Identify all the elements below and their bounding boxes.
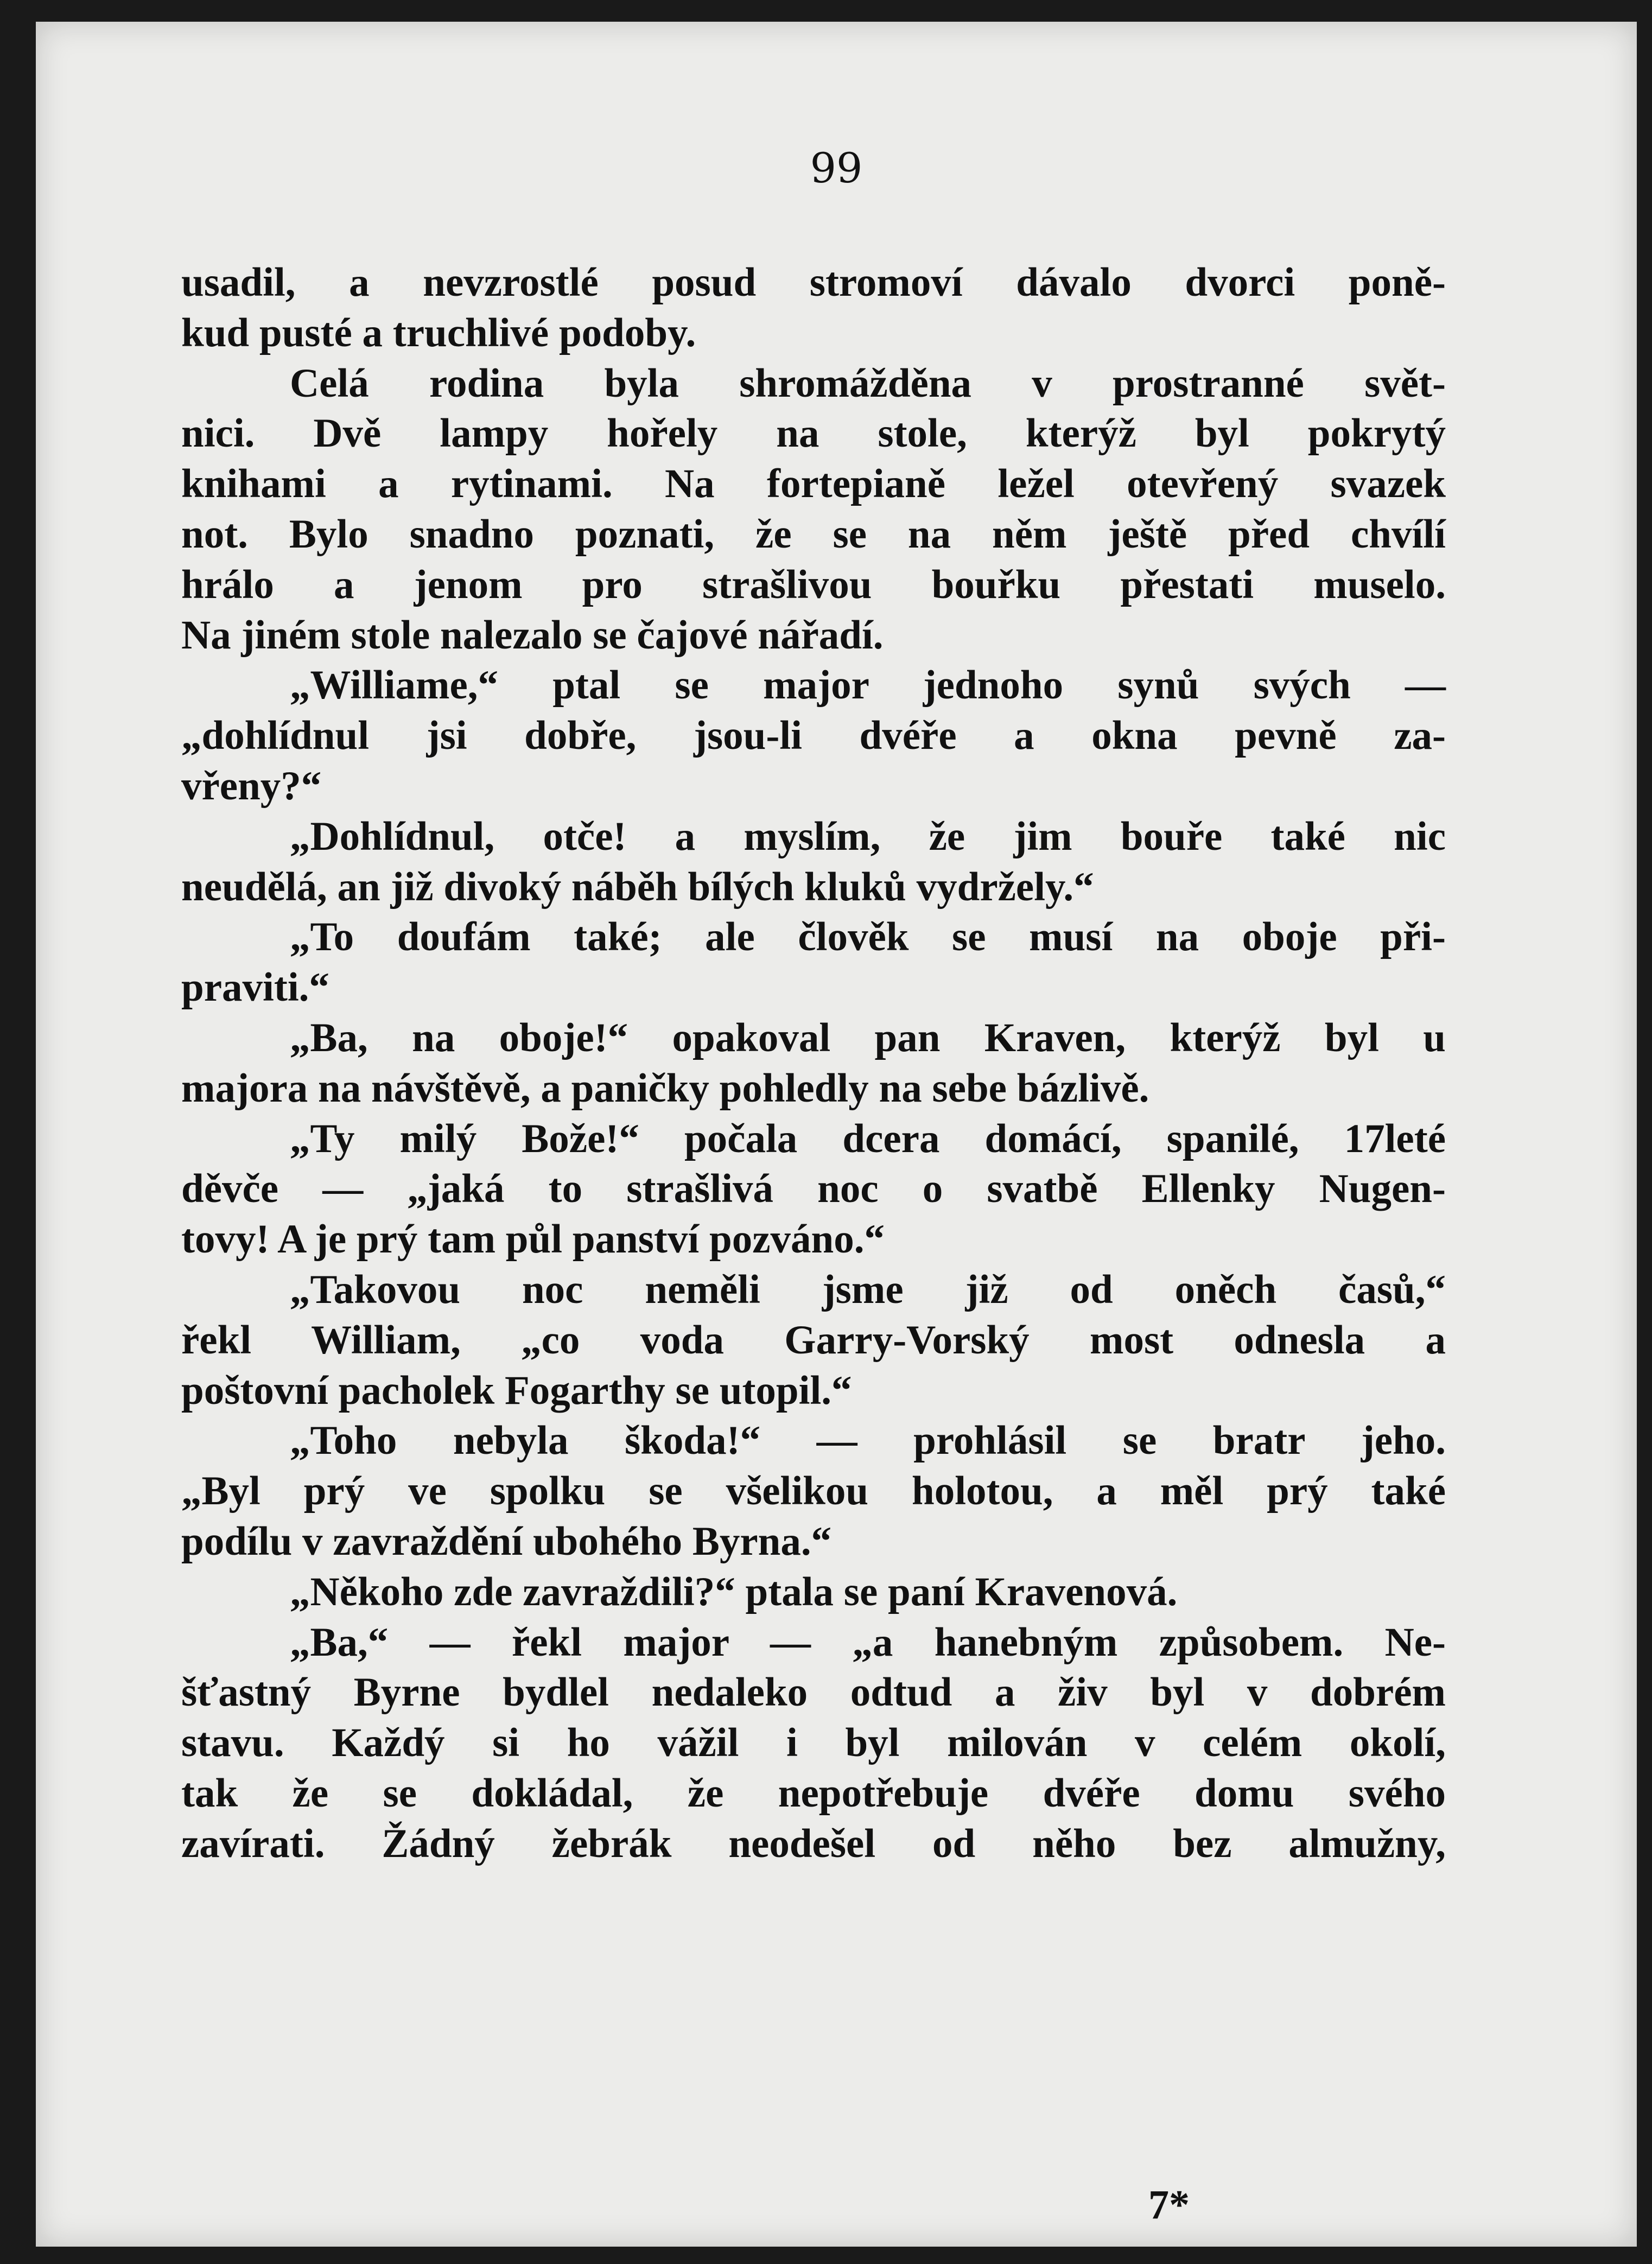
text-line: tak že se dokládal, že nepotřebuje dvéře domu svého xyxy=(181,1770,1446,1816)
body-text xyxy=(181,258,1446,1869)
text-line: „Ba, na oboje!“ opakoval pan Kraven, kterýž byl u xyxy=(290,1015,1446,1060)
text-line: „To doufám také; ale člověk se musí na oboje při- xyxy=(290,914,1446,960)
text-line: nici. Dvě lampy hořely na stole, kterýž byl pokrytý xyxy=(181,411,1446,456)
text-line: „Williame,“ ptal se major jednoho synů svých — xyxy=(290,663,1446,708)
text-line: neudělá, an již divoký náběh bílých kluků vydržely.“ xyxy=(181,864,1094,910)
text-line: vřeny?“ xyxy=(181,763,322,809)
text-line: šťastný Byrne bydlel nedaleko odtud a živ byl v dobrém xyxy=(181,1670,1446,1715)
text-line: „Dohlídnul, otče! a myslím, že jim bouře také nic xyxy=(290,813,1446,859)
text-line: knihami a rytinami. Na fortepianě ležel otevřený svazek xyxy=(181,461,1446,507)
text-line: Celá rodina byla shromážděna v prostranné svět- xyxy=(290,360,1446,406)
text-line: zavírati. Žádný žebrák neodešel od něho bez almužny, xyxy=(181,1821,1446,1866)
text-line: „Toho nebyla škoda!“ — prohlásil se bratr jeho. xyxy=(290,1418,1446,1464)
text-line: kud pusté a truchlivé podoby. xyxy=(181,310,696,355)
text-line: „Takovou noc neměli jsme již od oněch časů,“ xyxy=(290,1267,1446,1312)
text-line: „Byl prý ve spolku se všelikou holotou, a měl prý také xyxy=(181,1468,1446,1514)
scanned-page xyxy=(36,22,1637,2247)
text-line: tovy! A je prý tam půl panství pozváno.“ xyxy=(181,1217,885,1262)
text-line: not. Bylo snadno poznati, že se na něm ještě před chvílí xyxy=(181,511,1446,557)
page-number: 99 xyxy=(810,144,863,192)
text-line: poštovní pacholek Fogarthy se utopil.“ xyxy=(181,1368,852,1413)
text-line: praviti.“ xyxy=(181,965,329,1010)
text-line: stavu. Každý si ho vážil i byl milován v celém okolí, xyxy=(181,1720,1446,1766)
text-line: usadil, a nevzrostlé posud stromoví dávalo dvorci poně- xyxy=(181,260,1446,305)
text-line: „Ty milý Bože!“ počala dcera domácí, spanilé, 17leté xyxy=(290,1116,1446,1161)
text-line: děvče — „jaká to strašlivá noc o svatbě Ellenky Nugen- xyxy=(181,1166,1446,1212)
text-line: podílu v zavraždění ubohého Byrna.“ xyxy=(181,1518,832,1564)
text-line: „Někoho zde zavraždili?“ ptala se paní Kravenová. xyxy=(290,1569,1178,1614)
text-line: majora na návštěvě, a paničky pohledly na sebe bázlivě. xyxy=(181,1065,1149,1111)
text-line: „Ba,“ — řekl major — „a hanebným způsobem. Ne- xyxy=(290,1619,1446,1665)
signature-mark: 7* xyxy=(1148,2182,1190,2228)
text-line: Na jiném stole nalezalo se čajové nářadí. xyxy=(181,612,884,658)
text-line: řekl William, „co voda Garry-Vorský most odnesla a xyxy=(181,1317,1446,1363)
text-line: hrálo a jenom pro strašlivou bouřku přestati muselo. xyxy=(181,562,1446,607)
text-line: „dohlídnul jsi dobře, jsou-li dvéře a okna pevně za- xyxy=(181,713,1446,759)
